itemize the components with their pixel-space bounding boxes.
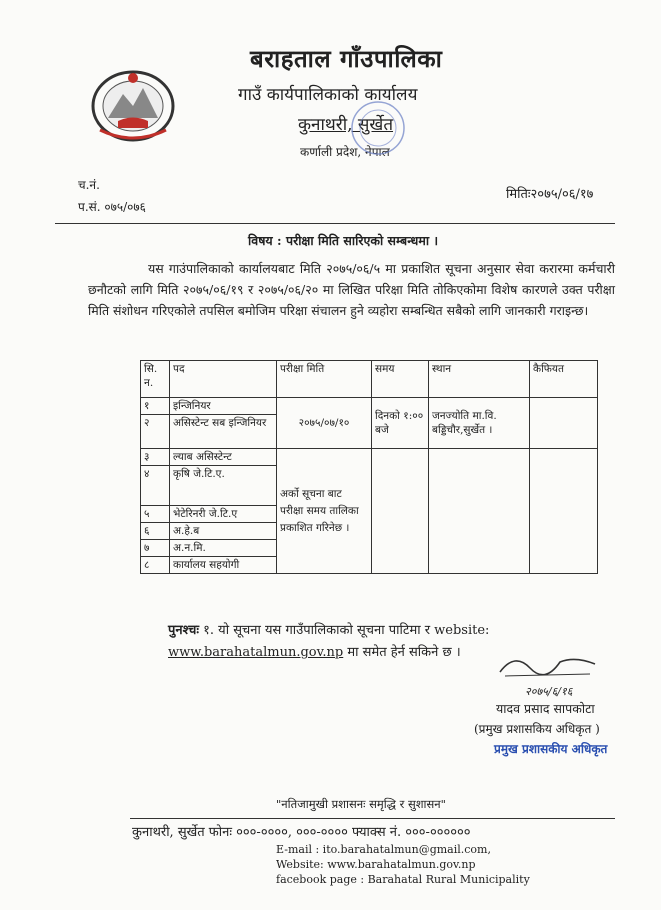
table-row xyxy=(141,398,598,415)
exam-time-cell: दिनको १:०० बजे xyxy=(372,398,429,449)
exam-note-cell: अर्को सूचना बाट परीक्षा समय तालिका प्रकाशित गरिनेछ । xyxy=(277,449,372,574)
org-name: बराहताल गाँउपालिका xyxy=(250,44,443,73)
col-header-remarks: कैफियत xyxy=(530,361,598,398)
reference-block xyxy=(78,174,146,218)
signatory-title: (प्रमुख प्रशासकिय अधिकृत ) xyxy=(474,722,600,736)
post-cell: ल्याब असिस्टेन्ट xyxy=(170,449,277,466)
post-cell: अ.हे.ब xyxy=(170,523,277,540)
letter-date: मितिः२०७५/०६/१७ xyxy=(506,187,594,202)
col-header-place: स्थान xyxy=(429,361,530,398)
footer-divider xyxy=(130,818,615,819)
province: कर्णाली प्रदेश, नेपाल xyxy=(300,145,390,159)
col-header-time: समय xyxy=(372,361,429,398)
exam-schedule-table xyxy=(140,360,598,574)
postscript-label: पुनश्चः xyxy=(168,623,200,638)
website: Website: www.barahatalmun.gov.np xyxy=(276,858,476,871)
sn-cell: २ xyxy=(141,415,170,449)
time-cell-empty xyxy=(372,449,429,574)
postscript-text: १. यो सूचना यस गाउँपालिकाको सूचना पाटिमा र website: xyxy=(203,623,490,638)
office-stamp-icon xyxy=(348,98,408,158)
table-header-row xyxy=(141,361,598,398)
table-row xyxy=(141,449,598,466)
email: E-mail : ito.barahatalmun@gmail.com, xyxy=(276,843,491,856)
signature xyxy=(495,650,605,696)
signatory-stamp: प्रमुख प्रशासकीय अधिकृत xyxy=(494,742,608,756)
sn-cell: ४ xyxy=(141,466,170,506)
sn-cell: ८ xyxy=(141,557,170,574)
exam-place-cell: जनज्योति मा.वि. बड्डिचौर,सुर्खेत । xyxy=(429,398,530,449)
contact-details xyxy=(276,842,530,887)
sn-cell: ६ xyxy=(141,523,170,540)
post-cell: कृषि जे.टि.ए. xyxy=(170,466,277,506)
post-cell: अ.न.मि. xyxy=(170,540,277,557)
signatory-name: यादव प्रसाद सापकोटा xyxy=(496,701,595,716)
remarks-cell-empty xyxy=(530,449,598,574)
post-cell: भेटेरिनरी जे.टि.ए xyxy=(170,506,277,523)
body-paragraph: यस गाउंपालिकाको कार्यालयबाट मिति २०७५/०६/५ मा प्रकाशित सूचना अनुसार सेवा करारमा कर्मचारी छनौटको लागि मिति २०७५/०६/१९ र २०७५/०६/२० मा लिखित परिक्षा मिति तोकिएकोमा विशेष कारणले उक्त परीक्षा मिति संशोधन गरिएकोले तपसिल बमोजिम परिक्षा संचालन हुने व्यहोरा सम्बन्धित सबैको लागि जानकारी गराइन्छ। xyxy=(88,261,615,318)
sn-cell: १ xyxy=(141,398,170,415)
post-cell: कार्यालय सहयोगी xyxy=(170,557,277,574)
contact-line: कुनाथरी, सुर्खेत फोनः ०००-००००, ०००-०००० फ्याक्स नं. ०००-०००००० xyxy=(132,825,471,840)
signature-date: २०७५/६/१६ xyxy=(525,685,573,698)
header-divider xyxy=(55,223,615,224)
col-header-date: परीक्षा मिति xyxy=(277,361,372,398)
post-cell: इन्जिनियर xyxy=(170,398,277,415)
place-cell-empty xyxy=(429,449,530,574)
col-header-sn: सि. न. xyxy=(141,361,170,398)
sn-cell: ५ xyxy=(141,506,170,523)
post-cell: असिस्टेन्ट सब इन्जिनियर xyxy=(170,415,277,449)
subject-line: विषय : परीक्षा मिति सारिएको सम्बन्धमा । xyxy=(248,233,439,248)
sn-cell: ३ xyxy=(141,449,170,466)
cha-no-label: च.नं. xyxy=(78,178,100,192)
postscript-text-2: मा समेत हेर्न सकिने छ । xyxy=(343,645,461,660)
sn-cell: ७ xyxy=(141,540,170,557)
motto: "नतिजामुखी प्रशासनः समृद्धि र सुशासन" xyxy=(276,797,446,811)
fiscal-year: प.सं. ०७५/०७६ xyxy=(78,200,146,214)
facebook: facebook page : Barahatal Rural Municipality xyxy=(276,873,530,886)
office-location: कुनाथरी, सुर्खेत xyxy=(298,115,394,135)
remarks-cell xyxy=(530,398,598,449)
nepal-emblem-logo xyxy=(88,66,178,146)
office-name: गाउँ कार्यपालिकाको कार्यालय xyxy=(238,85,418,105)
handwritten-signature-icon xyxy=(495,650,605,680)
website-link[interactable]: www.barahatalmun.gov.np xyxy=(168,645,344,660)
exam-date-cell: २०७५/०७/१० xyxy=(277,398,372,449)
col-header-post: पद xyxy=(170,361,277,398)
